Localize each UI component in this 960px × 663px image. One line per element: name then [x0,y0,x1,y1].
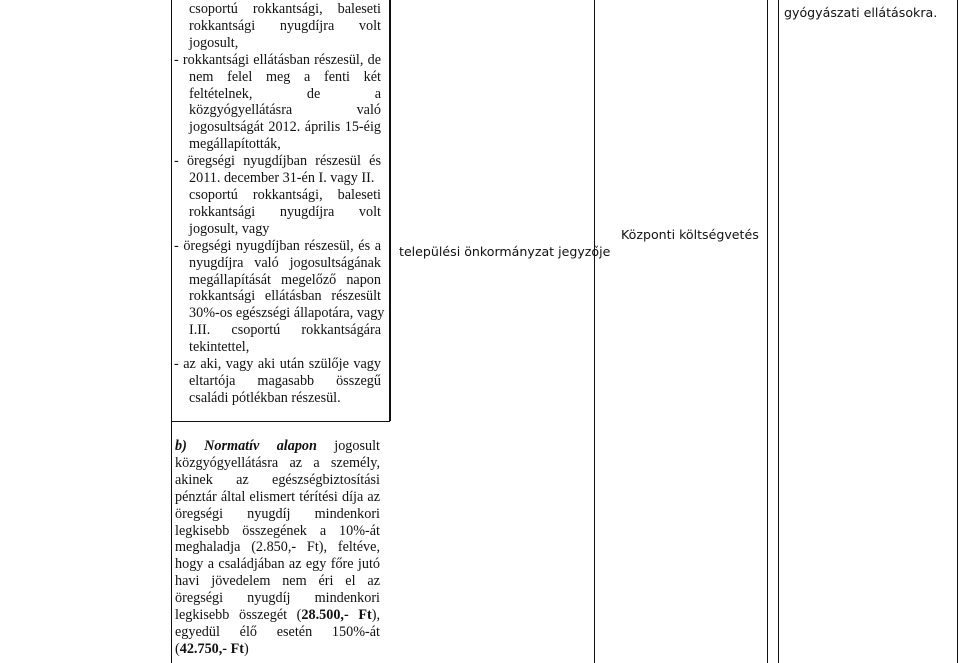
table-border-col3 [390,0,391,421]
text-line: nem felel meg a fenti két [189,68,381,85]
amount-bold: 42.750,- Ft [179,640,244,657]
text-line: 30%-os egészségi állapotára, vagy [189,305,385,322]
text-line: feltételnek, de a [189,85,381,102]
text-line: jogosultságát 2012. április 15-éig [189,119,381,136]
text-line: közgyógyellátásra való [189,102,381,119]
text-fragment: legkisebb összegét ( [175,607,302,624]
text-line: tekintettel, [189,339,250,356]
text-fragment: ( [175,640,180,657]
authority-text: települési önkormányzat jegyzője [399,244,611,259]
text-line: egyedül élő esetén 150%-át [175,623,380,640]
text-line: öregségi nyugdíj mindenkori [175,505,380,522]
text-line: megállapítását megelőző napon [189,271,381,288]
text-line: családi pótlékban részesül. [189,389,341,406]
text-line: pénztár által elismert térítési díja az [175,488,380,505]
budget-text: Központi költségvetés [621,227,759,242]
text-line: - öregségi nyugdíjban részesül és [174,153,381,170]
table-row-divider [171,421,390,422]
text-line: jogosult [316,438,380,454]
text-line: rokkantsági ellátásban részesült [189,288,381,305]
text-line: havi jövedelem nem éri el az [175,573,380,590]
text-line: 2011. december 31-én I. vagy II. [189,170,375,187]
text-line: - rokkantsági ellátásban részesül, de [174,51,381,68]
text-line: öregségi nyugdíj mindenkori [175,590,380,607]
text-line: jogosult, vagy [189,220,270,237]
text-line: jogosult, [189,34,239,51]
text-line: meghaladja (2.850,- Ft), feltéve, [175,539,380,556]
text-line: nyugdíjra való jogosultságának [189,254,381,271]
text-line-with-amount [175,641,380,658]
text-line: akinek az egészségbiztosítási [175,471,380,488]
text-fragment: ), [371,607,380,624]
amount-bold: 28.500,- Ft [301,607,372,624]
text-line: csoportú rokkantsági, baleseti [189,186,381,203]
table-border-col4 [594,0,595,663]
text-line: - az aki, vagy aki után szülője vagy [174,356,381,373]
text-line: - öregségi nyugdíjban részesül, és a [174,237,381,254]
item-letter: b) [175,438,205,454]
text-line: legkisebb összegének a 10%-át [175,522,380,539]
text-line: eltartója magasabb összegű [189,372,381,389]
text-line-with-amount [175,607,380,624]
table-border-left [171,0,172,663]
text-line: hogy a családjában az egy főre jutó [175,556,380,573]
text-line: I.II. csoportú rokkantságára [189,322,381,339]
text-line: közgyógyellátásra az a személy, [175,454,380,471]
normative-heading: Normatív alapon [204,438,317,454]
normative-line-first [175,438,380,455]
text-line: megállapították, [189,136,281,153]
table-border-col5 [767,0,768,663]
right-column-text: gyógyászati ellátásokra. [784,5,938,20]
table-border-col6 [778,0,779,663]
text-line: rokkantsági nyugdíjra volt [189,203,381,220]
text-line: rokkantsági nyugdíjra volt [189,17,381,34]
normative-paragraph [175,438,380,658]
text-fragment: ) [243,640,249,657]
text-line: csoportú rokkantsági, baleseti [189,1,381,17]
table-border-right [957,0,958,663]
eligibility-text [174,1,385,407]
